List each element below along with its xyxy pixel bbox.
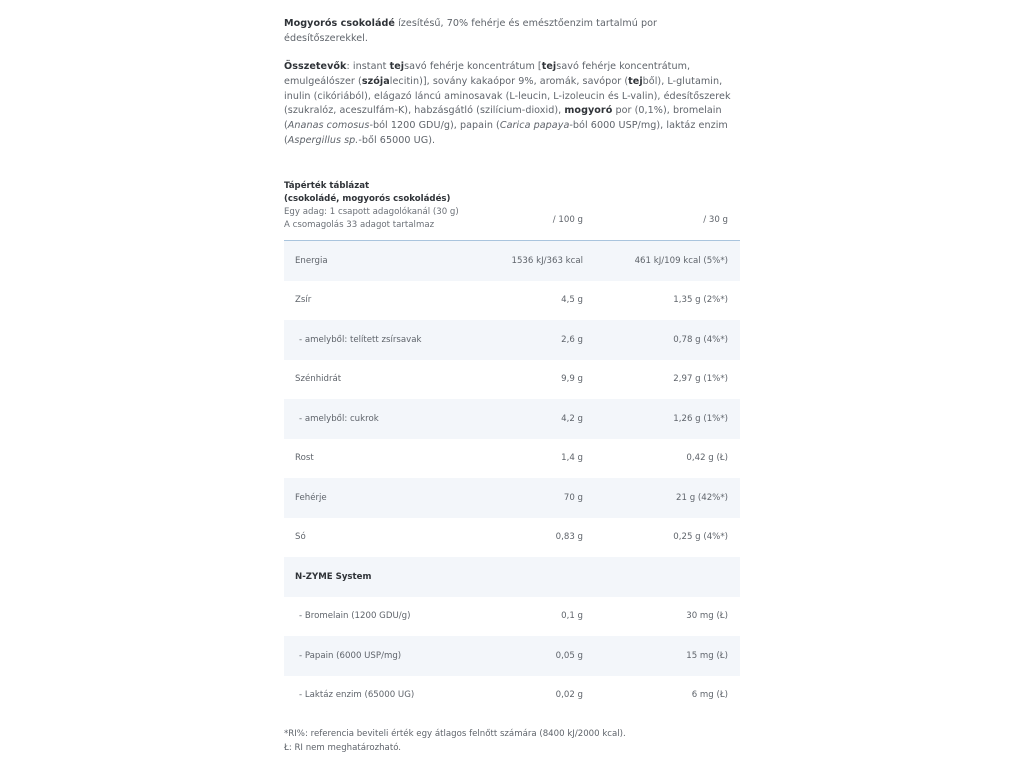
nutrient-name: - Bromelain (1200 GDU/g) <box>299 611 411 622</box>
footnote-ri: *RI%: referencia beviteli érték egy átlagos felnőtt számára (8400 kJ/2000 kcal). <box>284 729 626 739</box>
value-per-100g: 1536 kJ/363 kcal <box>511 255 583 266</box>
table-row <box>284 557 740 597</box>
nutrient-name: Rost <box>295 453 314 464</box>
column-header-30g: / 30 g <box>703 215 728 225</box>
value-per-serving: 6 mg (Ł) <box>691 690 728 701</box>
nutrition-title: Tápérték táblázat <box>284 180 370 191</box>
nutrient-name: Szénhidrát <box>295 374 342 385</box>
table-body <box>284 241 740 715</box>
table-row <box>284 399 740 439</box>
table-row <box>284 320 740 360</box>
column-header-100g: / 100 g <box>552 215 583 225</box>
value-per-serving: 30 mg (Ł) <box>686 611 728 622</box>
table-row <box>284 518 740 558</box>
value-per-100g: 70 g <box>563 492 583 503</box>
value-per-100g: 1,4 g <box>561 453 583 464</box>
table-header <box>284 207 740 241</box>
species-name: Aspergillus sp. <box>287 134 359 146</box>
footnote-not-determined: Ł: RI nem meghatározható. <box>284 743 402 753</box>
product-info <box>284 0 740 701</box>
value-per-serving: 2,97 g (1%*) <box>673 374 728 385</box>
nutrient-name: - amelyből: telített zsírsavak <box>299 334 422 345</box>
value-per-serving: 0,25 g (4%*) <box>673 532 728 543</box>
allergen: mogyoró <box>564 105 613 117</box>
nutrient-name: N-ZYME System <box>295 571 372 582</box>
servings-per-package: A csomagolás 33 adagot tartalmaz <box>284 219 435 230</box>
footnotes <box>284 727 626 755</box>
nutrition-table <box>284 207 740 715</box>
value-per-serving: 461 kJ/109 kcal (5%*) <box>634 255 728 266</box>
value-per-100g: 4,5 g <box>561 295 583 306</box>
value-per-100g: 4,2 g <box>561 413 583 424</box>
serving-size: Egy adag: 1 csapott adagolókanál (30 g) <box>284 206 459 217</box>
species-name: Ananas comosus <box>287 120 370 132</box>
value-per-serving: 15 mg (Ł) <box>686 650 728 661</box>
nutrient-name: - Papain (6000 USP/mg) <box>299 650 402 661</box>
ingredients-label: Összetevők <box>284 61 347 72</box>
allergen: tej <box>389 61 405 72</box>
table-row <box>284 360 740 400</box>
value-per-100g: 0,83 g <box>555 532 583 543</box>
nutrition-subtitle: (csokoládé, mogyorós csokoládés) <box>284 193 451 204</box>
ingredients-list: Összetevők: instant tejsavó fehérje koncentrátum [tejsavó fehérje koncentrátum, emulgeálószer (szójalecitin)], sovány kakaópor 9%, aromák, savópor (tejből), L-glutamin, inulin (cikóriából), elágazó láncú aminosavak (L-leucin, L-izoleucin és L-valin), édesítőszerek (szukralóz, aceszulfám-K), habzásgátló (szilícium-dioxid), mogyoró por (0,1%), bromelain (Ananas comosus-ból 1200 GDU/g), papain (Carica papaya-ból 6000 USP/mg), laktáz enzim (Aspergillus sp.-ből 65000 UG). <box>284 61 731 146</box>
table-row <box>284 636 740 676</box>
value-per-100g: 0,1 g <box>561 611 583 622</box>
table-row <box>284 597 740 637</box>
product-description <box>284 16 740 46</box>
table-row <box>284 439 740 479</box>
value-per-100g: 0,05 g <box>555 650 583 661</box>
table-row <box>284 281 740 321</box>
nutrient-name: Só <box>295 532 306 543</box>
species-name: Carica papaya <box>499 120 570 132</box>
value-per-serving: 0,42 g (Ł) <box>686 453 728 464</box>
value-per-serving: 1,35 g (2%*) <box>673 295 728 306</box>
value-per-100g: 0,02 g <box>555 690 583 701</box>
value-per-100g: 9,9 g <box>561 374 583 385</box>
table-row <box>284 676 740 716</box>
product-description-text: ízesítésű, 70% fehérje és emésztőenzim tartalmú por édesítőszerekkel. <box>284 18 658 44</box>
value-per-serving: 1,26 g (1%*) <box>673 413 728 424</box>
table-row <box>284 478 740 518</box>
value-per-100g: 2,6 g <box>561 334 583 345</box>
allergen: tej <box>628 75 643 87</box>
nutrient-name: - amelyből: cukrok <box>299 413 379 424</box>
nutrient-name: Fehérje <box>295 492 327 503</box>
allergen: szója <box>361 75 390 87</box>
nutrient-name: Energia <box>295 255 328 266</box>
allergen: tej <box>541 61 557 72</box>
table-row <box>284 241 740 281</box>
nutrient-name: Zsír <box>295 295 312 306</box>
value-per-serving: 0,78 g (4%*) <box>673 334 728 345</box>
product-flavor: Mogyorós csokoládé <box>284 18 395 29</box>
nutrient-name: - Laktáz enzim (65000 UG) <box>299 690 415 701</box>
value-per-serving: 21 g (42%*) <box>676 492 728 503</box>
